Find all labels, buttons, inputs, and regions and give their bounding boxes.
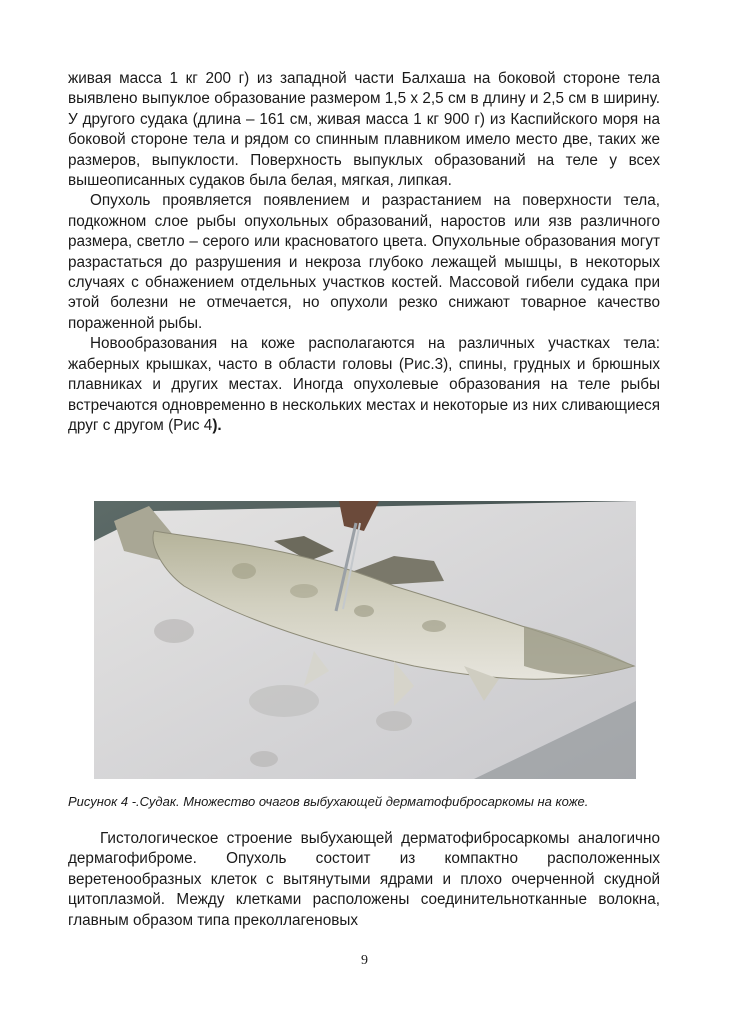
body-text-bottom: [68, 829, 660, 931]
body-text-top: [68, 69, 660, 436]
paragraph-3-end: ).: [212, 416, 222, 434]
paragraph-3: [68, 334, 660, 436]
paragraph-2: Опухоль проявляется появлением и разрастанием на поверхности тела, подкожном слое рыбы опухольных образований, наростов или язв различного размера, светло – серого или красноватого цвета. Опухольные образования могут разрастаться до разрушения и некроза глубоко лежащей мышцы, в некоторых случаях с обнажением отдельных участков костей. Массовой гибели судака при этой болезни не отмечается, но опухоли резко снижают товарное качество пораженной рыбы.: [68, 192, 660, 332]
fish-photo: [94, 501, 636, 779]
zander-photo-illustration: [94, 501, 636, 779]
figure-caption: Рисунок 4 -.Судак. Множество очагов выбухающей дерматофибросаркомы на коже.: [68, 794, 589, 809]
paragraph-3-text: Новообразования на коже располагаются на различных участках тела: жаберных крышках, часто в области головы (Рис.3), спины, грудных и брюшных плавниках и других местах. Иногда опухолевые образования на теле рыбы встречаются одновременно в нескольких местах и некоторые из них сливающиеся друг с другом (Рис 4: [68, 335, 660, 434]
page-number: 9: [361, 953, 368, 968]
paragraph-1: живая масса 1 кг 200 г) из западной части Балхаша на боковой стороне тела выявлено выпуклое образование размером 1,5 х 2,5 см в длину и 2,5 см в ширину. У другого судака (длина – 161 см, живая масса 1 кг 900 г) из Каспийского моря на боковой стороне тела и рядом со спинным плавником имело место две, таких же размеров, выпуклости. Поверхность выпуклых образований на теле у всех вышеописанных судаков была белая, мягкая, липкая.: [68, 70, 660, 190]
paragraph-4: Гистологическое строение выбухающей дерматофибросаркомы аналогично дермагофиброме. Опухоль состоит из компактно расположенных веретенообразных клеток с вытянутыми ядрами и плохо очерченной скудной цитоплазмой. Между клетками расположены соединительнотканные волокна, главным образом типа преколлагеновых: [68, 830, 660, 929]
